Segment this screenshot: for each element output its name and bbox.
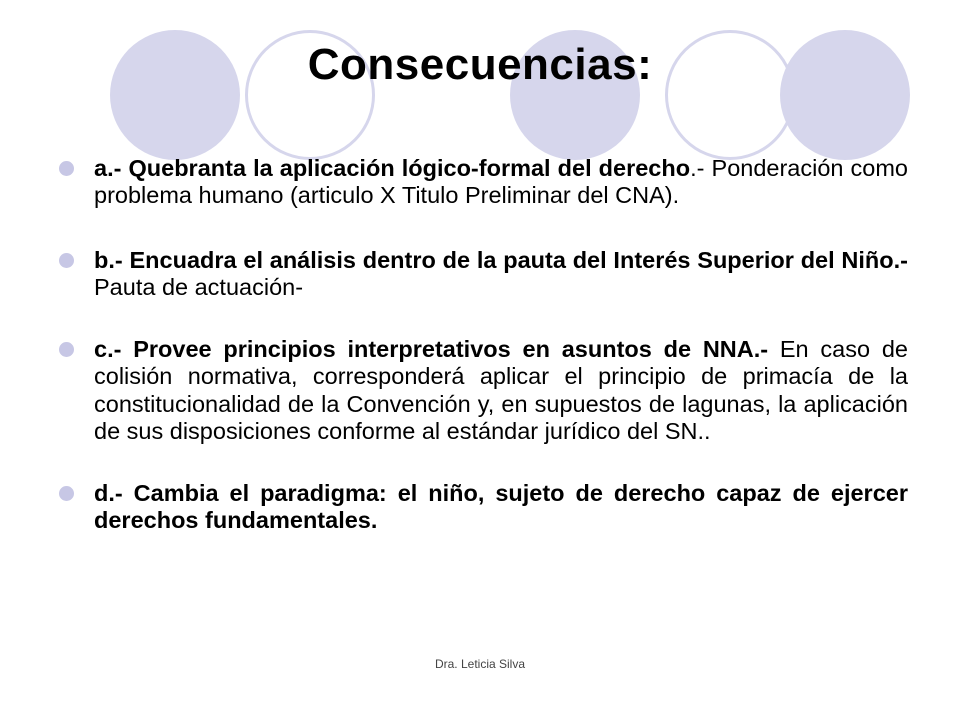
item-bold-text: b.- Encuadra el análisis dentro de la pauta del Interés Superior del Niño.- <box>94 246 908 273</box>
item-text: Pauta de actuación- <box>94 273 304 300</box>
bullet-dot-icon <box>59 486 74 501</box>
item-bold-text: c.- Provee principios interpretativos en asuntos de NNA.- <box>94 336 769 362</box>
bullet-dot-icon <box>59 342 74 357</box>
footer-author: Dra. Leticia Silva <box>434 657 526 671</box>
list-item <box>58 480 908 535</box>
list-item <box>58 155 908 210</box>
item-bold-text: a.- Quebranta la aplicación lógico-formal del derecho <box>94 155 691 181</box>
item-bold-text: d.- Cambia el paradigma: el niño, sujeto de derecho capaz de ejercer derechos fundamentales. <box>94 480 908 534</box>
bullet-dot-icon <box>59 253 74 268</box>
bullet-dot-icon <box>59 161 74 176</box>
slide-title: Consecuencias: <box>307 40 653 89</box>
list-item <box>58 336 908 445</box>
bullet-list <box>58 155 908 535</box>
list-item <box>58 247 908 302</box>
item-text: .- Ponderación como problema humano (articulo X Titulo Preliminar del CNA). <box>94 155 909 209</box>
item-text: En caso de colisión normativa, corresponderá aplicar el principio de primacía de la constitucionalidad de la Convención y, en supuestos de lagunas, la aplicación de sus disposiciones conforme al estándar jurídico del SN.. <box>94 336 908 444</box>
